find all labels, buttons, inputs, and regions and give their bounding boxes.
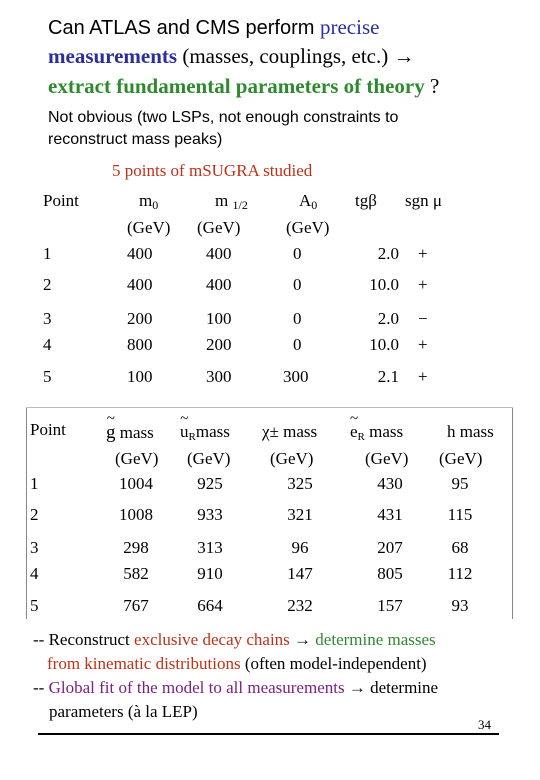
t2-cell-higgs: 95 — [451, 474, 469, 493]
t2-cell-squark: 925 — [197, 474, 223, 493]
t2-cell-slepton: 207 — [377, 538, 403, 557]
t2-cell-squark: 910 — [197, 564, 223, 583]
t2-cell-chargino: 232 — [287, 596, 313, 615]
t2-unit-higgs: (GeV) — [439, 449, 483, 468]
slide-title-line1 — [48, 14, 379, 42]
t2-cell-squark: 664 — [197, 596, 223, 615]
page-number: 34 — [478, 717, 491, 732]
t1-cell-tgb: 2.0 — [377, 309, 399, 328]
t1-header-tgb: tgβ — [355, 191, 377, 210]
t1-cell-point: 2 — [43, 275, 52, 294]
t2-cell-slepton: 805 — [377, 564, 403, 583]
slide-title-line2 — [48, 43, 414, 70]
t1-cell-a0: 300 — [283, 367, 309, 386]
t1-cell-m12: 400 — [206, 275, 232, 294]
t2-header-chargino: χ± mass — [262, 422, 318, 441]
title-text: (masses, couplings, etc.) → — [177, 44, 415, 68]
t1-cell-m0: 800 — [127, 335, 153, 354]
title-measurements: measurements — [48, 44, 178, 68]
t2-cell-point: 3 — [30, 538, 39, 557]
t1-cell-a0: 0 — [293, 309, 302, 328]
chargino-symbol: χ± — [262, 422, 279, 441]
t2-cell-point: 4 — [30, 564, 39, 583]
t1-cell-tgb: 10.0 — [369, 275, 399, 294]
t1-cell-sgn: + — [418, 335, 428, 354]
title-text: Can ATLAS and CMS perform — [48, 17, 320, 39]
t2-top-border — [26, 407, 513, 408]
points-caption: 5 points of mSUGRA studied — [112, 161, 313, 180]
title-extract: extract fundamental parameters of theory — [48, 74, 425, 98]
t2-header-slepton: ~ eR mass — [350, 422, 403, 443]
t1-cell-m0: 400 — [127, 275, 153, 294]
footer-rule — [38, 733, 499, 735]
t2-cell-squark: 933 — [197, 505, 223, 524]
t2-cell-higgs: 115 — [447, 505, 473, 524]
t2-cell-gluino: 1008 — [119, 505, 153, 524]
t1-cell-m0: 400 — [127, 244, 153, 263]
t2-cell-chargino: 147 — [287, 564, 313, 583]
t2-unit-slepton: (GeV) — [365, 449, 409, 468]
t2-unit-chargino: (GeV) — [270, 449, 314, 468]
t1-cell-m0: 200 — [127, 309, 153, 328]
t1-header-point: Point — [43, 191, 79, 210]
t1-cell-point: 3 — [43, 309, 52, 328]
t2-right-border — [512, 407, 513, 619]
t2-cell-point: 2 — [30, 505, 39, 524]
title-precise: precise — [319, 15, 380, 39]
t1-cell-tgb: 2.1 — [377, 367, 399, 386]
t2-header-higgs: h mass — [447, 422, 494, 441]
t2-cell-higgs: 68 — [451, 538, 469, 557]
squark-symbol: ~ u — [180, 422, 189, 442]
t2-cell-chargino: 325 — [287, 474, 313, 493]
t1-cell-sgn: + — [418, 275, 428, 294]
title-text: ? — [424, 74, 440, 98]
note-line1: Not obvious (two LSPs, not enough constraints to — [48, 109, 399, 126]
t2-cell-slepton: 431 — [377, 505, 403, 524]
slepton-symbol: ~ e — [350, 422, 358, 442]
t2-cell-chargino: 96 — [291, 538, 309, 557]
t2-unit-squark: (GeV) — [187, 449, 231, 468]
t1-cell-m12: 300 — [206, 367, 232, 386]
bullet-global-fit: -- Global fit of the model to all measurements → determine — [33, 678, 439, 697]
t1-cell-a0: 0 — [293, 244, 302, 263]
t2-cell-slepton: 430 — [377, 474, 403, 493]
t2-cell-slepton: 157 — [377, 596, 403, 615]
t1-cell-point: 5 — [43, 367, 52, 386]
t2-cell-point: 5 — [30, 596, 39, 615]
t2-header-squark: ~ uRmass — [180, 422, 230, 443]
t1-header-m0: m0 — [139, 191, 159, 212]
t2-cell-chargino: 321 — [287, 505, 313, 524]
t2-cell-point: 1 — [30, 474, 39, 493]
gluino-symbol: ~ g — [106, 422, 116, 444]
t1-unit-a0: (GeV) — [286, 218, 330, 237]
note-line2: reconstruct mass peaks) — [48, 131, 223, 148]
t1-cell-m12: 200 — [206, 335, 232, 354]
t1-cell-tgb: 2.0 — [377, 244, 399, 263]
slide-title-line3 — [48, 73, 439, 100]
t2-unit-gluino: (GeV) — [115, 449, 159, 468]
t1-cell-m12: 400 — [206, 244, 232, 263]
t2-cell-gluino: 298 — [123, 538, 149, 557]
bullet-reconstruct: -- Reconstruct exclusive decay chains → determine masses — [33, 630, 436, 649]
t2-cell-gluino: 767 — [123, 596, 149, 615]
t2-cell-higgs: 93 — [451, 596, 469, 615]
bullet-reconstruct-cont: from kinematic distributions (often model-independent) — [47, 654, 427, 673]
t1-cell-a0: 0 — [293, 335, 302, 354]
t1-cell-point: 1 — [43, 244, 52, 263]
t1-unit-m0: (GeV) — [127, 218, 171, 237]
t1-cell-m0: 100 — [127, 367, 153, 386]
t2-header-point: Point — [30, 420, 66, 439]
t1-cell-sgn: + — [418, 367, 428, 386]
t1-unit-m12: (GeV) — [197, 218, 241, 237]
t1-header-sgn: sgn μ — [405, 191, 442, 210]
t1-cell-sgn: − — [418, 309, 428, 328]
t2-cell-gluino: 582 — [123, 564, 149, 583]
t1-header-a0: A0 — [299, 191, 318, 212]
t2-cell-squark: 313 — [197, 538, 223, 557]
t2-left-border — [26, 407, 27, 619]
t1-cell-point: 4 — [43, 335, 52, 354]
t2-header-gluino: ~ g mass — [106, 422, 154, 444]
bullet-global-fit-cont: parameters (à la LEP) — [49, 702, 198, 721]
t1-cell-tgb: 10.0 — [369, 335, 399, 354]
t1-cell-sgn: + — [418, 244, 428, 263]
t1-cell-a0: 0 — [293, 275, 302, 294]
t2-cell-gluino: 1004 — [119, 474, 153, 493]
t2-cell-higgs: 112 — [447, 564, 473, 583]
t1-header-m12: m 1/2 — [215, 191, 248, 212]
t1-cell-m12: 100 — [206, 309, 232, 328]
